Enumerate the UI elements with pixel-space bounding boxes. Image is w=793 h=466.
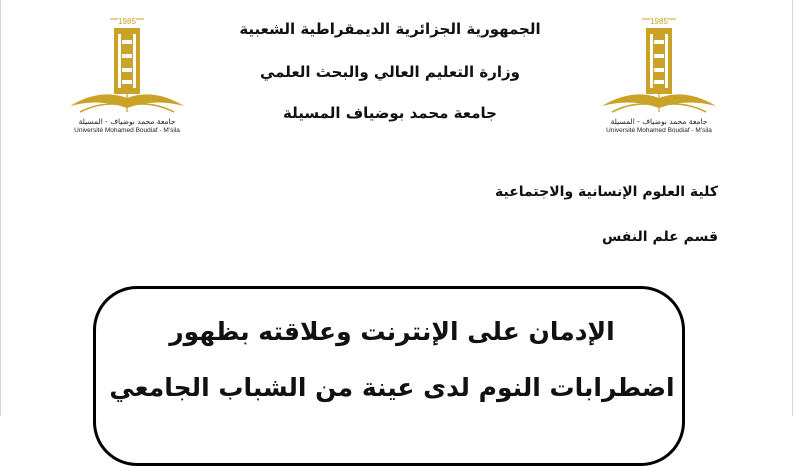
university-logo-left [52, 14, 202, 136]
logo-caption-french: Université Mohamed Boudiaf - M'sila [606, 127, 712, 134]
logo-year: 1985 [650, 17, 668, 26]
university-logo-icon [52, 14, 202, 118]
republic-name: الجمهورية الجزائرية الديمقراطية الشعبية [239, 20, 541, 38]
ministry-name: وزارة التعليم العالي والبحث العلمي [259, 63, 521, 81]
logo-caption-french: Université Mohamed Boudiaf - M'sila [74, 127, 180, 134]
logo-year: 1985 [118, 17, 136, 26]
university-logo-icon [584, 14, 734, 118]
university-name: جامعة محمد بوضياف المسيلة [283, 104, 497, 122]
logo-caption-arabic: جامعة محمد بوضياف - المسيلة [610, 117, 708, 126]
thesis-title-box [93, 286, 685, 466]
department-name: قسم علم النفس [601, 229, 718, 245]
faculty-name: كلية العلوم الإنسانية والاجتماعية [495, 184, 718, 200]
thesis-title-line-1: الإدمان على الإنترنت وعلاقته بظهور [169, 317, 615, 346]
thesis-title-line-2: اضطرابات النوم لدى عينة من الشباب الجامعي [109, 373, 675, 402]
logo-caption-arabic: جامعة محمد بوضياف - المسيلة [78, 117, 176, 126]
university-logo-right [584, 14, 734, 136]
